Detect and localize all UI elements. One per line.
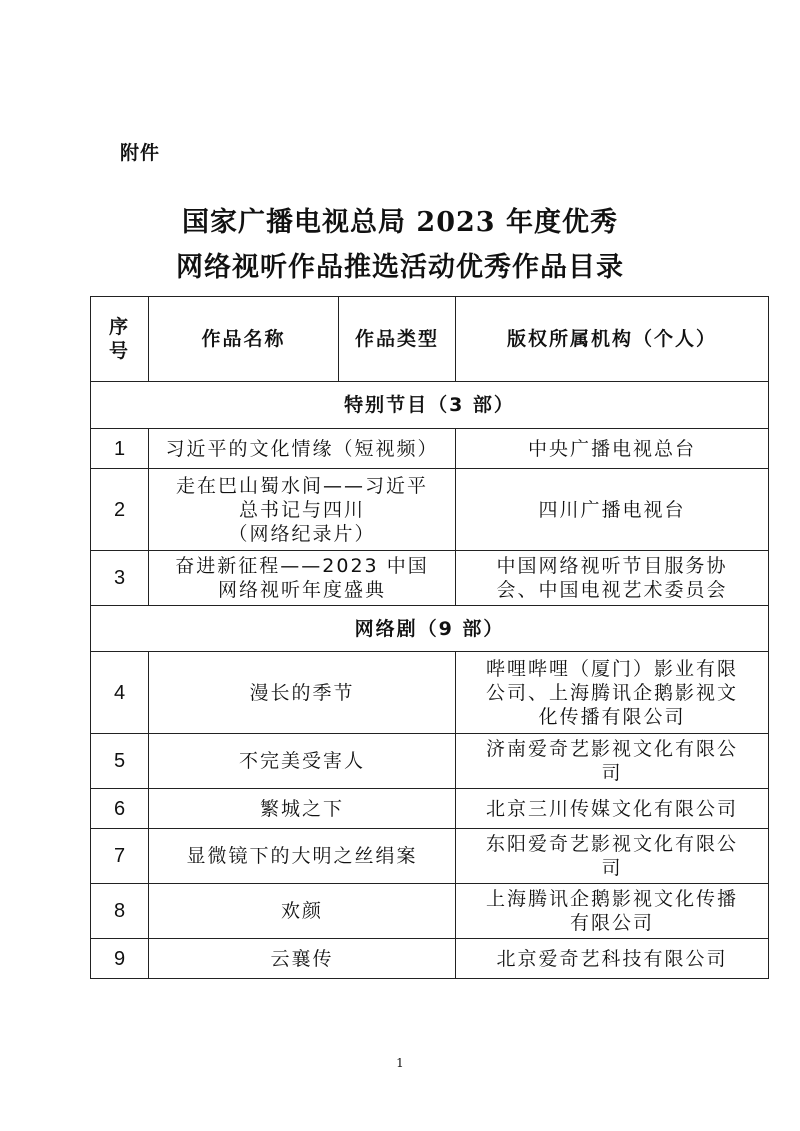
table-row	[91, 429, 769, 469]
section-title: 特别节目（3 部）	[91, 382, 769, 429]
row-seq: 4	[91, 652, 149, 734]
row-owner: 中国网络视听节目服务协 会、中国电视艺术委员会	[456, 551, 769, 606]
row-name: 习近平的文化情缘（短视频）	[149, 429, 456, 469]
table-row	[91, 551, 769, 606]
row-name: 繁城之下	[149, 789, 456, 829]
row-owner: 北京三川传媒文化有限公司	[456, 789, 769, 829]
row-name: 不完美受害人	[149, 734, 456, 789]
row-seq: 7	[91, 829, 149, 884]
row-name: 云襄传	[149, 939, 456, 979]
section-row	[91, 606, 769, 652]
row-seq: 1	[91, 429, 149, 469]
row-seq: 2	[91, 469, 149, 551]
document-title-line2: 网络视听作品推选活动优秀作品目录	[176, 252, 624, 283]
table-row	[91, 829, 769, 884]
table-row	[91, 884, 769, 939]
header-seq: 序 号	[91, 297, 149, 382]
table-header-row	[91, 297, 769, 382]
table-row	[91, 469, 769, 551]
table-row	[91, 939, 769, 979]
row-seq: 3	[91, 551, 149, 606]
row-name: 奋进新征程——2023 中国 网络视听年度盛典	[149, 551, 456, 606]
row-name: 欢颜	[149, 884, 456, 939]
row-owner: 中央广播电视总台	[456, 429, 769, 469]
header-type: 作品类型	[339, 297, 456, 382]
row-owner: 四川广播电视台	[456, 469, 769, 551]
table-row	[91, 652, 769, 734]
row-name: 显微镜下的大明之丝绢案	[149, 829, 456, 884]
row-seq: 8	[91, 884, 149, 939]
row-seq: 9	[91, 939, 149, 979]
works-catalog-table	[90, 296, 769, 979]
section-row	[91, 382, 769, 429]
row-owner: 北京爱奇艺科技有限公司	[456, 939, 769, 979]
row-owner: 哔哩哔哩（厦门）影业有限 公司、上海腾讯企鹅影视文 化传播有限公司	[456, 652, 769, 734]
row-owner: 济南爱奇艺影视文化有限公 司	[456, 734, 769, 789]
table-row	[91, 789, 769, 829]
section-title: 网络剧（9 部）	[91, 606, 769, 652]
header-owner: 版权所属机构（个人）	[456, 297, 769, 382]
row-owner: 东阳爱奇艺影视文化有限公 司	[456, 829, 769, 884]
header-name: 作品名称	[149, 297, 339, 382]
page-number: 1	[396, 1056, 404, 1070]
row-seq: 5	[91, 734, 149, 789]
document-title-line1: 国家广播电视总局 2023 年度优秀	[182, 207, 618, 238]
row-seq: 6	[91, 789, 149, 829]
table-row	[91, 734, 769, 789]
row-name: 走在巴山蜀水间——习近平 总书记与四川 （网络纪录片）	[149, 469, 456, 551]
attachment-label: 附件	[120, 142, 161, 164]
row-owner: 上海腾讯企鹅影视文化传播 有限公司	[456, 884, 769, 939]
row-name: 漫长的季节	[149, 652, 456, 734]
